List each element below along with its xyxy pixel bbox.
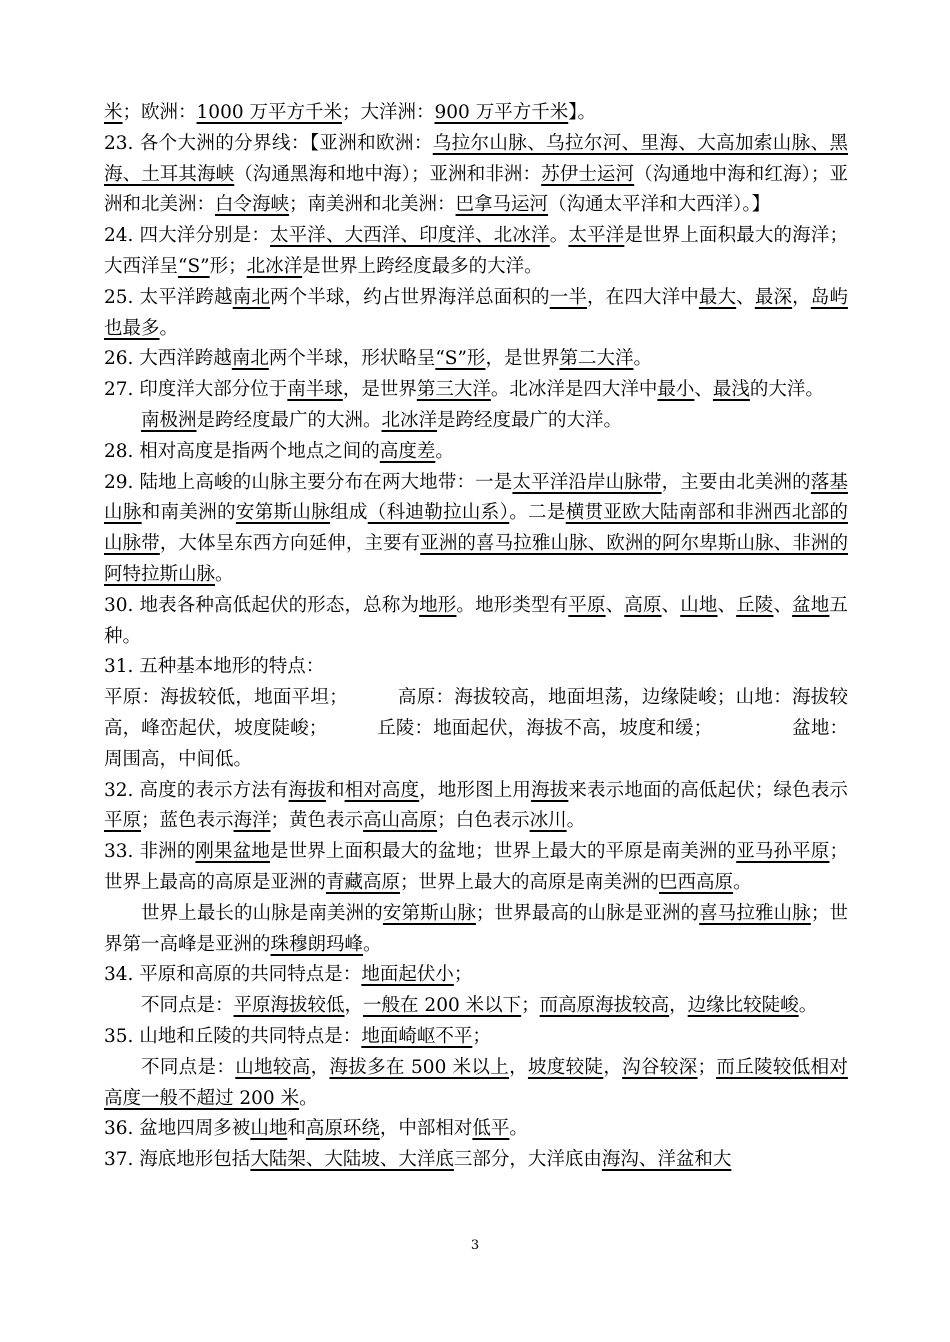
text-run: 、 bbox=[661, 594, 681, 616]
text-run: 27. 印度洋大部分位于 bbox=[104, 379, 288, 401]
answer-underline: 而高原海拔较高 bbox=[539, 995, 670, 1017]
paragraph-32-elevation bbox=[104, 776, 848, 838]
answer-underline: 盆地 bbox=[792, 594, 830, 616]
text-run: 组成 bbox=[330, 502, 368, 524]
text-run: 25. 太平洋跨越 bbox=[104, 286, 233, 308]
text-run: ； bbox=[472, 1025, 491, 1047]
answer-underline: 山地较高 bbox=[235, 1056, 311, 1078]
text-run: 。北冰洋是四大洋中 bbox=[490, 379, 658, 401]
text-run: ，主要由北美洲的 bbox=[661, 471, 811, 493]
paragraph-28-relative-height bbox=[104, 437, 848, 468]
text-run: ，是世界 bbox=[342, 379, 417, 401]
answer-underline: “S”形 bbox=[435, 348, 486, 370]
answer-underline: 海洋 bbox=[233, 810, 271, 832]
answer-underline: 边缘比较陡峻 bbox=[687, 995, 799, 1017]
text-run: 五种。 bbox=[104, 594, 848, 647]
text-run: 两个半球，约占世界海洋总面积的 bbox=[269, 286, 550, 308]
text-run: 是跨经度最广的大洲。 bbox=[196, 409, 382, 431]
paragraph-35-difference bbox=[104, 1053, 848, 1115]
text-run: 。 bbox=[633, 348, 652, 370]
text-run: 。 bbox=[363, 933, 382, 955]
text-run: 29. 陆地上高峻的山脉主要分布在两大地带：一是 bbox=[104, 471, 513, 493]
text-run: 。二是 bbox=[509, 502, 566, 524]
text-run: 33. 非洲的 bbox=[104, 841, 196, 863]
answer-underline: 平原 bbox=[568, 594, 606, 616]
paragraph-35-mountain-hill bbox=[104, 1022, 848, 1053]
answer-underline: 横贯亚欧大陆南部和非洲西北部的山脉带 bbox=[104, 502, 848, 555]
answer-underline: 太平洋沿岸山脉带 bbox=[512, 471, 662, 493]
answer-underline: （科迪勒拉山系） bbox=[367, 502, 510, 524]
answer-underline: 白令海峡 bbox=[215, 194, 290, 216]
answer-underline: 高原 bbox=[624, 594, 662, 616]
answer-underline: 巴西高原 bbox=[659, 871, 734, 893]
text-run: 。 bbox=[509, 1118, 528, 1140]
text-run: ；蓝色表示 bbox=[141, 810, 234, 832]
answer-underline: 南半球 bbox=[287, 379, 343, 401]
answer-underline: 青藏高原 bbox=[326, 871, 401, 893]
text-run: 、 bbox=[605, 594, 625, 616]
text-run: ；世界上最大的高原是南美洲的 bbox=[400, 871, 660, 893]
text-run: （沟通地中海和红海）；亚洲和北美洲： bbox=[104, 163, 848, 216]
text-run: （沟通太平洋和大西洋）。】 bbox=[548, 194, 771, 216]
answer-underline: 岛屿也最多 bbox=[104, 286, 848, 339]
text-run: 26. 大西洋跨越 bbox=[104, 348, 232, 370]
answer-underline: 南北 bbox=[231, 348, 269, 370]
answer-underline: 乌拉尔山脉、乌拉尔河、里海、大高加索山脉、黑海、土耳其海峡 bbox=[104, 132, 848, 185]
paragraph-continuation-area bbox=[104, 98, 848, 129]
text-run: ；大洋洲： bbox=[342, 102, 435, 123]
answer-underline: 地面起伏小 bbox=[361, 964, 454, 986]
text-run: ，在四大洋中 bbox=[586, 286, 699, 308]
text-run: 、 bbox=[736, 286, 755, 308]
text-run: 。 bbox=[159, 317, 179, 339]
answer-underline: 高度差 bbox=[379, 440, 436, 462]
text-run: 形； bbox=[209, 255, 247, 277]
text-run: ；黄色表示 bbox=[270, 810, 364, 832]
text-run: ，是世界 bbox=[485, 348, 560, 370]
answer-underline: 地形 bbox=[419, 594, 457, 616]
answer-underline: 巴拿马运河 bbox=[455, 194, 549, 216]
text-run: 34. 平原和高原的共同特点是： bbox=[104, 964, 362, 986]
text-run: 高原：海拔较高，地面坦荡，边缘陡峻；山地：海拔较高，峰峦起伏，坡度陡峻； bbox=[104, 687, 848, 739]
answer-underline: 一半 bbox=[549, 286, 587, 308]
answer-underline: 最小 bbox=[657, 379, 695, 401]
answer-underline: 地面崎岖不平 bbox=[361, 1025, 473, 1047]
text-run: 28. 相对高度是指两个地点之间的 bbox=[104, 440, 380, 462]
paragraph-31-heading bbox=[104, 652, 848, 683]
text-run: 是世界上面积最大的海洋；大西洋呈 bbox=[104, 225, 848, 277]
text-run: 。 bbox=[549, 225, 569, 247]
text-run: ；南美洲和北美洲： bbox=[289, 194, 456, 216]
text-run: 是跨经度最广的大洋。 bbox=[437, 409, 623, 431]
answer-underline: 而丘陵较低相对高度一般不超过 200 米 bbox=[104, 1056, 848, 1109]
answer-underline: 大陆架、大陆坡、大洋底 bbox=[250, 1149, 454, 1171]
paragraph-24-four-oceans bbox=[104, 221, 848, 283]
paragraph-27-indian bbox=[104, 375, 848, 406]
text-run: ，地形图上用 bbox=[419, 779, 532, 801]
text-run: ； bbox=[453, 964, 473, 986]
text-run: ， bbox=[509, 1056, 528, 1078]
paragraph-31-features bbox=[104, 683, 848, 775]
answer-underline: 一般在 200 米以下 bbox=[363, 995, 522, 1017]
text-run: 30. 地表各种高低起伏的形态，总称为 bbox=[104, 594, 420, 616]
text-run: 。 bbox=[435, 440, 454, 462]
page-number: 3 bbox=[470, 1238, 480, 1253]
paragraph-23-boundaries bbox=[104, 129, 848, 221]
answer-underline: 山地 bbox=[680, 594, 718, 616]
text-run: ， bbox=[603, 1056, 623, 1078]
text-run: 32. 高度的表示方法有 bbox=[104, 779, 289, 801]
text-run: ， bbox=[669, 995, 688, 1017]
text-run: 丘陵：地面起伏，海拔不高，坡度和缓； bbox=[377, 717, 713, 739]
answer-underline: 山地 bbox=[250, 1118, 288, 1140]
paragraph-37-seafloor bbox=[104, 1145, 848, 1176]
text-run: 是世界上跨经度最多的大洋。 bbox=[302, 255, 543, 277]
answer-underline: 高山高原 bbox=[363, 810, 438, 832]
answer-underline: 米 bbox=[104, 102, 123, 123]
paragraph-36-basin bbox=[104, 1114, 848, 1145]
text-run: 不同点是： bbox=[141, 1056, 236, 1078]
text-run: 、 bbox=[694, 379, 713, 401]
text-run: 35. 山地和丘陵的共同特点是： bbox=[104, 1025, 362, 1047]
paragraph-33-largest bbox=[104, 837, 848, 899]
answer-underline: 冰川 bbox=[529, 810, 567, 832]
answer-underline: 海拔多在 500 米以上 bbox=[329, 1056, 510, 1078]
paragraph-26-atlantic bbox=[104, 344, 848, 375]
text-run: 31. 五种基本地形的特点： bbox=[104, 656, 325, 678]
text-run: ，中部相对 bbox=[379, 1118, 473, 1140]
answer-underline: 北冰洋 bbox=[246, 255, 303, 277]
paragraph-29-mountains bbox=[104, 468, 848, 591]
answer-underline: 第二大洋 bbox=[559, 348, 634, 370]
text-run: ， bbox=[344, 995, 364, 1017]
paragraph-34-difference bbox=[104, 991, 848, 1022]
text-run: 和 bbox=[287, 1118, 306, 1140]
paragraph-antarctica-note bbox=[104, 406, 848, 437]
answer-underline: 1000 万平方千米 bbox=[196, 102, 342, 123]
answer-underline: 南北 bbox=[232, 286, 270, 308]
text-run: 24. 四大洋分别是： bbox=[104, 225, 270, 247]
text-run: 世界上最长的山脉是南美洲的 bbox=[141, 902, 383, 924]
answer-underline: 太平洋 bbox=[568, 225, 625, 247]
answer-underline: 900 万平方千米 bbox=[434, 102, 569, 123]
answer-underline: 海拔 bbox=[288, 779, 326, 801]
text-run: ， bbox=[792, 286, 811, 308]
text-run: 的大洋。 bbox=[749, 379, 824, 401]
answer-underline: 平原 bbox=[104, 810, 142, 832]
text-run: 、 bbox=[773, 594, 793, 616]
answer-underline: “S” bbox=[178, 255, 210, 277]
answer-underline: 苏伊士运河 bbox=[541, 163, 635, 185]
text-run: 36. 盆地四周多被 bbox=[104, 1118, 251, 1140]
answer-underline: 相对高度 bbox=[344, 779, 420, 801]
answer-underline: 安第斯山脉 bbox=[382, 902, 476, 924]
text-run: 来表示地面的高低起伏；绿色表示 bbox=[568, 779, 848, 801]
text-run: 。 bbox=[566, 810, 586, 832]
text-run: 37. 海底地形包括 bbox=[104, 1149, 251, 1171]
answer-underline: 坡度较陡 bbox=[527, 1056, 604, 1078]
text-run: ；世界最高的山脉是亚洲的 bbox=[475, 902, 700, 924]
text-run: 23. 各个大洲的分界线：【亚洲和欧洲： bbox=[104, 132, 433, 154]
paragraph-34-plain-plateau bbox=[104, 960, 848, 991]
answer-underline: 北冰洋 bbox=[381, 409, 438, 431]
text-run: 。 bbox=[798, 995, 818, 1017]
text-run: ； bbox=[521, 995, 540, 1017]
answer-underline: 平原海拔较低 bbox=[233, 995, 345, 1017]
text-run: ；欧洲： bbox=[122, 102, 197, 123]
answer-underline: 珠穆朗玛峰 bbox=[270, 933, 364, 955]
text-run: ；世界第一高峰是亚洲的 bbox=[104, 902, 848, 955]
answer-underline: 低平 bbox=[472, 1118, 510, 1140]
answer-underline: 落基山脉 bbox=[104, 471, 848, 524]
text-run: 】。 bbox=[568, 102, 596, 123]
text-run: 是世界上面积最大的盆地；世界上最大的平原是南美洲的 bbox=[270, 841, 737, 863]
text-run: 。地形类型有 bbox=[456, 594, 569, 616]
text-run: ；白色表示 bbox=[437, 810, 530, 832]
text-run: 盆地：周围高，中间低。 bbox=[104, 717, 848, 770]
answer-underline: 喜马拉雅山脉 bbox=[699, 902, 811, 924]
document-page bbox=[104, 98, 848, 1176]
answer-underline: 太平洋、大西洋、印度洋、北冰洋 bbox=[270, 225, 550, 247]
text-run: 。 bbox=[299, 1087, 318, 1109]
paragraph-30-landforms bbox=[104, 591, 848, 653]
answer-underline: 海拔 bbox=[531, 779, 569, 801]
text-run: ，大体呈东西方向延伸，主要有 bbox=[159, 533, 421, 555]
text-run: 和 bbox=[325, 779, 345, 801]
answer-underline: 最浅 bbox=[712, 379, 750, 401]
text-run: 两个半球，形状略呈 bbox=[268, 348, 436, 370]
answer-underline: 刚果盆地 bbox=[195, 841, 270, 863]
text-run: ， bbox=[310, 1056, 330, 1078]
paragraph-longest-mountains bbox=[104, 899, 848, 961]
text-run: （沟通黑海和地中海）；亚洲和非洲： bbox=[234, 163, 542, 185]
answer-underline: 高原环绕 bbox=[305, 1118, 380, 1140]
answer-underline: 丘陵 bbox=[736, 594, 774, 616]
text-run: 不同点是： bbox=[141, 995, 234, 1017]
answer-underline: 安第斯山脉 bbox=[235, 502, 331, 524]
answer-underline: 最大 bbox=[698, 286, 737, 308]
text-run: 和南美洲的 bbox=[141, 502, 236, 524]
answer-underline: 沟谷较深 bbox=[622, 1056, 698, 1078]
text-run: 三部分，大洋底由 bbox=[453, 1149, 602, 1171]
text-run: ； bbox=[697, 1056, 717, 1078]
text-run: 。 bbox=[215, 563, 234, 585]
text-run: 。 bbox=[733, 871, 752, 893]
text-run: ；世界上最高的高原是亚洲的 bbox=[104, 841, 848, 893]
paragraph-25-pacific bbox=[104, 283, 848, 345]
answer-underline: 海沟、洋盆和大 bbox=[601, 1149, 732, 1171]
answer-underline: 亚洲的喜马拉雅山脉、欧洲的阿尔卑斯山脉、非洲的阿特拉斯山脉 bbox=[104, 533, 848, 585]
answer-underline: 最深 bbox=[754, 286, 793, 308]
text-run: 平原：海拔较低，地面平坦； bbox=[104, 687, 348, 709]
answer-underline: 亚马孙平原 bbox=[736, 841, 830, 863]
answer-underline: 第三大洋 bbox=[416, 379, 491, 401]
text-run: 、 bbox=[717, 594, 737, 616]
answer-underline: 南极洲 bbox=[141, 409, 197, 431]
